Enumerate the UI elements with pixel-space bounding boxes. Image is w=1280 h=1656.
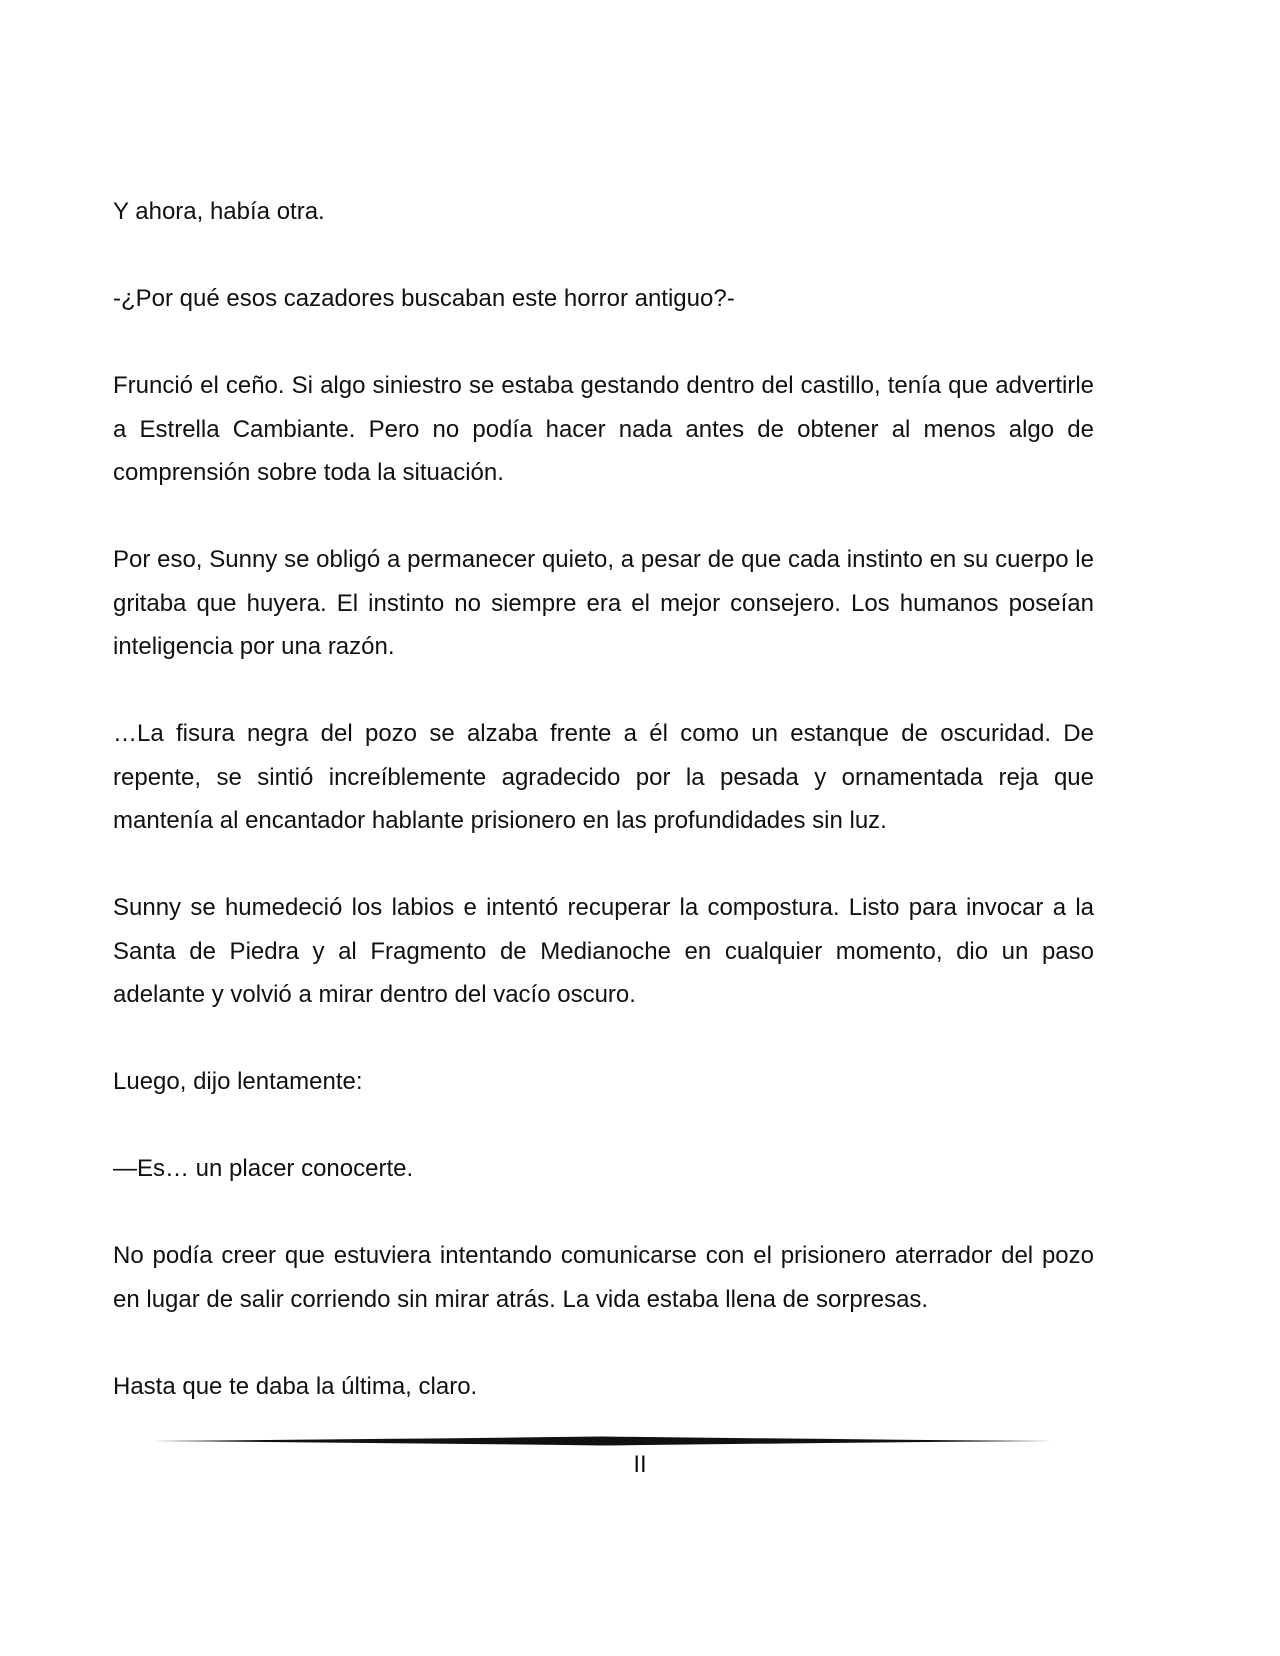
footer-divider-ornament (152, 1435, 1052, 1447)
paragraph-4: Por eso, Sunny se obligó a permanecer quieto, a pesar de que cada instinto en su cuerpo le gritaba que huyera. El instinto no siempre era el mejor consejero. Los humanos poseían inteligencia por una razón. (113, 546, 1094, 660)
paragraph-8: —Es… un placer conocerte. (113, 1155, 414, 1182)
paragraph-2: -¿Por qué esos cazadores buscaban este horror antiguo?- (113, 285, 735, 312)
paragraph-3: Frunció el ceño. Si algo siniestro se estaba gestando dentro del castillo, tenía que advertirle a Estrella Cambiante. Pero no podía hacer nada antes de obtener al menos algo de comprensión sobre toda la situación. (113, 372, 1094, 486)
paragraph-7: Luego, dijo lentamente: (113, 1068, 363, 1095)
page-body (113, 190, 1094, 1452)
page-number: II (633, 1451, 647, 1478)
paragraph-9: No podía creer que estuviera intentando comunicarse con el prisionero aterrador del pozo en lugar de salir corriendo sin mirar atrás. La vida estaba llena de sorpresas. (113, 1242, 1094, 1313)
paragraph-1: Y ahora, había otra. (113, 198, 325, 225)
paragraph-10: Hasta que te daba la última, claro. (113, 1372, 478, 1400)
paragraph-5: …La fisura negra del pozo se alzaba frente a él como un estanque de oscuridad. De repente, se sintió increíblemente agradecido por la pesada y ornamentada reja que mantenía al encantador hablante prisionero en las profundidades sin luz. (113, 720, 1094, 834)
paragraph-6: Sunny se humedeció los labios e intentó recuperar la compostura. Listo para invocar a la Santa de Piedra y al Fragmento de Medianoche en cualquier momento, dio un paso adelante y volvió a mirar dentro del vacío oscuro. (113, 894, 1094, 1008)
